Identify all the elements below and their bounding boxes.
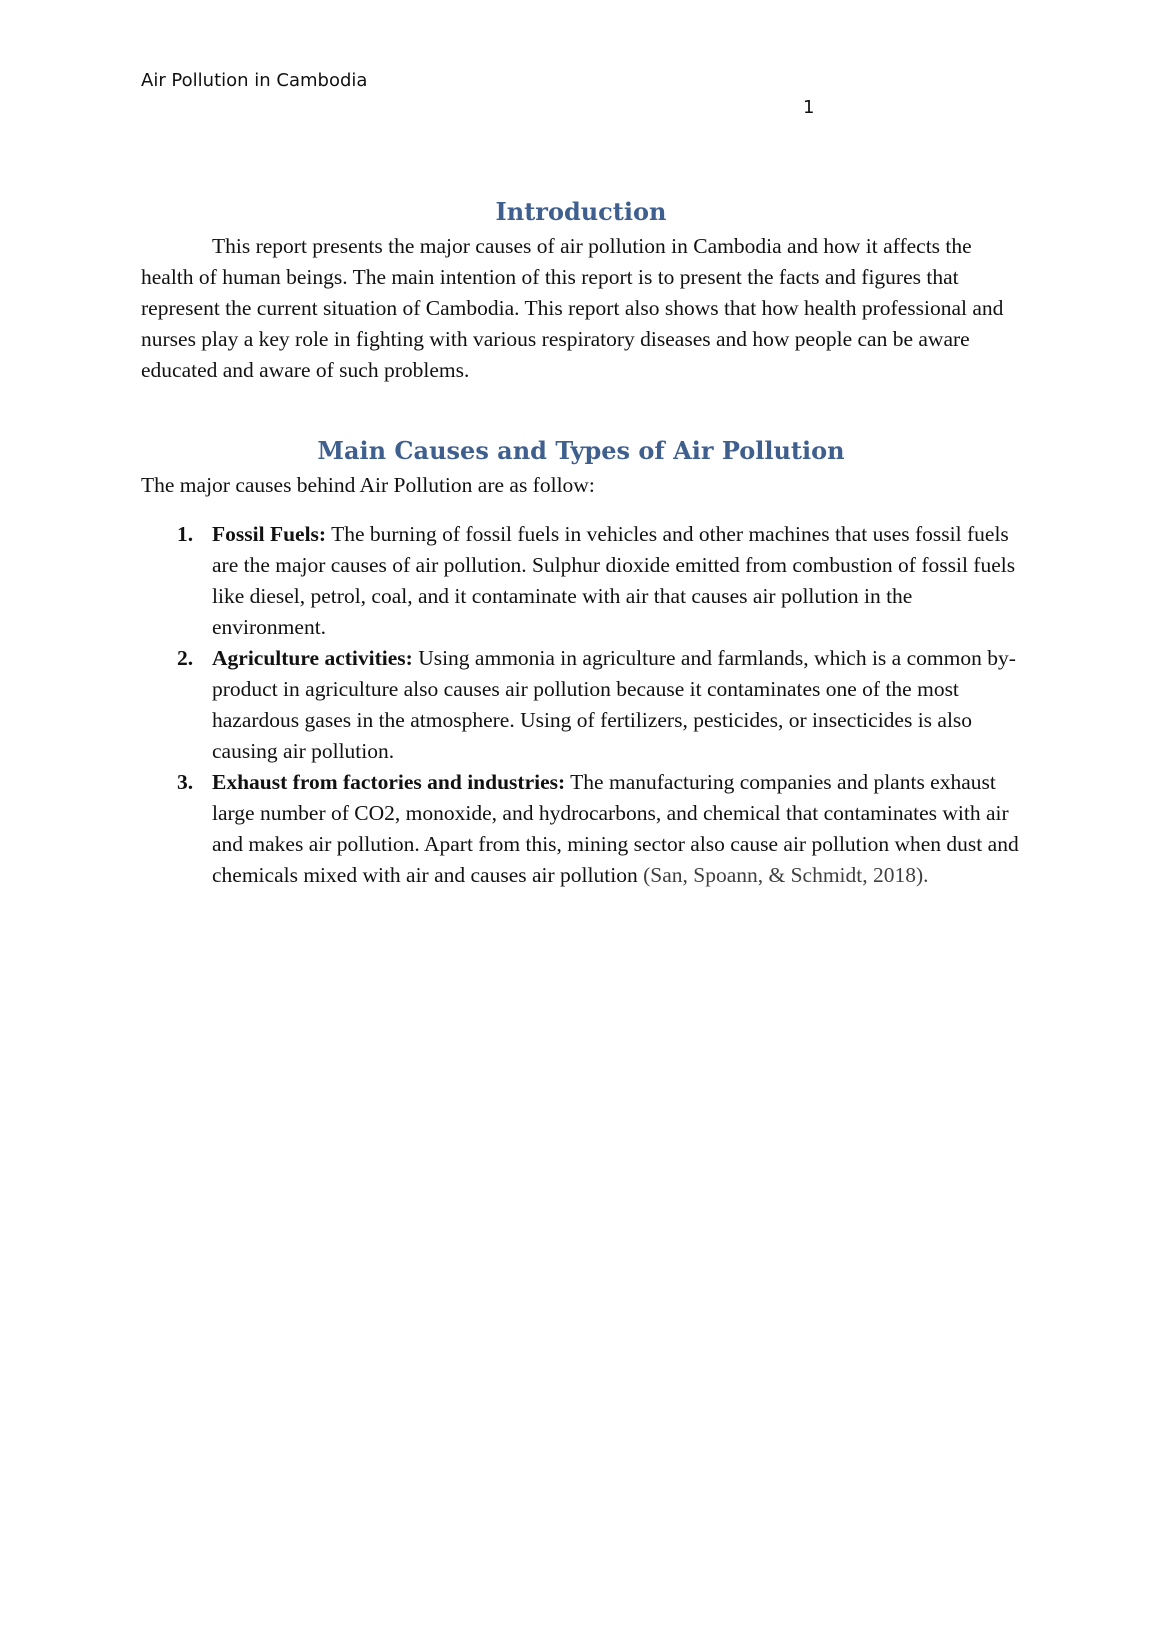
- list-item: [177, 767, 1021, 891]
- causes-list: [141, 519, 1021, 891]
- causes-lead: The major causes behind Air Pollution are as follow:: [141, 473, 595, 497]
- list-item: [177, 643, 1021, 767]
- list-item-term: Exhaust from factories and industries:: [212, 770, 566, 794]
- list-item-term: Fossil Fuels:: [212, 522, 327, 546]
- introduction-heading: Introduction: [495, 197, 667, 226]
- list-item-number: 2.: [177, 646, 194, 670]
- citation: (San, Spoann, & Schmidt, 2018).: [643, 863, 929, 887]
- list-item-text: The burning of fossil fuels in vehicles and other machines that uses fossil fuels are the major causes of air pollution. Sulphur dioxide emitted from combustion of fossil fuels like diesel, petrol, coal, and it contaminate with air that causes air pollution in the environment.: [212, 522, 1016, 639]
- list-item-term: Agriculture activities:: [212, 646, 413, 670]
- list-item-number: 1.: [177, 522, 194, 546]
- list-item-text: The manufacturing companies and plants exhaust large number of CO2, monoxide, and hydrocarbons, and chemical that contaminates with air and makes air pollution. Apart from this, mining sector also cause air pollution when dust and chemicals mixed with air and causes air pollution: [212, 770, 1019, 887]
- running-head: Air Pollution in Cambodia: [141, 70, 368, 91]
- list-item-text: Using ammonia in agriculture and farmlands, which is a common by-product in agriculture also causes air pollution because it contaminates one of the most hazardous gases in the atmosphere. Using of fertilizers, pesticides, or insecticides is also causing air pollution.: [212, 646, 1016, 763]
- introduction-paragraph: This report presents the major causes of air pollution in Cambodia and how it affects the health of human beings. The main intention of this report is to present the facts and figures that represent the current situation of Cambodia. This report also shows that how health professional and nurses play a key role in fighting with various respiratory diseases and how people can be aware educated and aware of such problems.: [141, 234, 1004, 382]
- list-item-number: 3.: [177, 770, 194, 794]
- list-item: [177, 519, 1021, 643]
- page-number: 1: [803, 97, 815, 118]
- causes-heading: Main Causes and Types of Air Pollution: [317, 436, 845, 465]
- document-body: [141, 193, 1021, 891]
